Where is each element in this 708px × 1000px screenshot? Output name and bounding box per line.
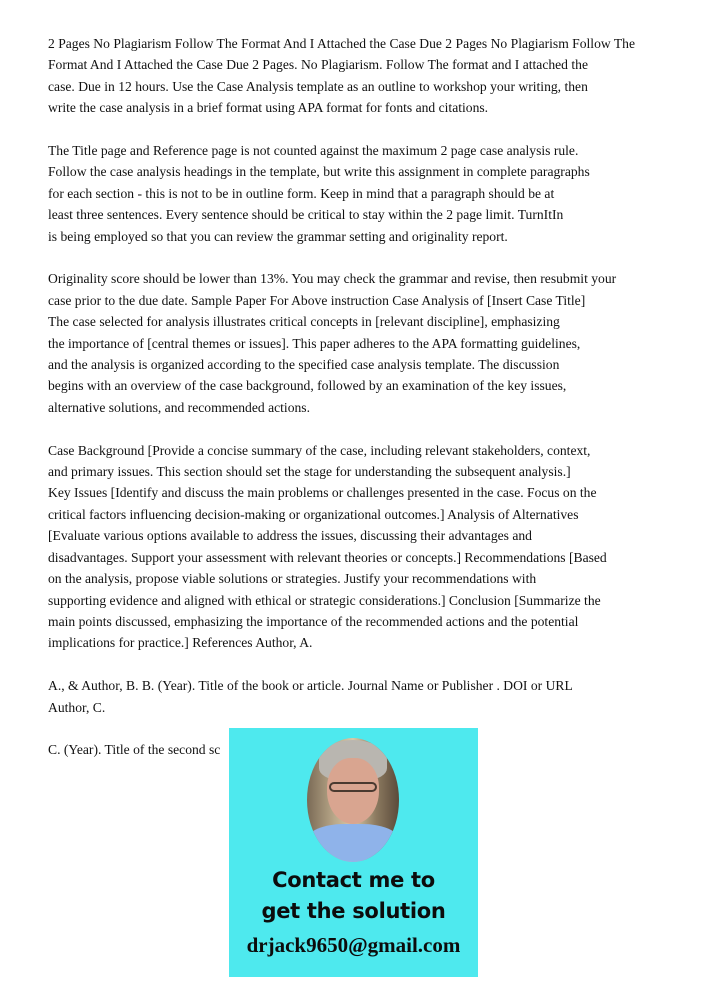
text-line: begins with an overview of the case background, followed by an examination of the key issues, [48, 378, 567, 394]
text-line: Case Background [Provide a concise summary of the case, including relevant stakeholders, context, [48, 442, 591, 458]
portrait-photo [307, 738, 399, 862]
paragraph-originality [48, 268, 688, 418]
text-line: alternative solutions, and recommended actions. [48, 399, 310, 415]
ad-headline-line1: Contact me to [272, 868, 435, 892]
text-line: The case selected for analysis illustrates critical concepts in [relevant discipline], emphasizing [48, 314, 560, 330]
text-line: Key Issues [Identify and discuss the main problems or challenges presented in the case. Focus on the [48, 485, 597, 501]
text-line: critical factors influencing decision-making or organizational outcomes.] Analysis of Alternatives [48, 506, 579, 522]
text-line: Author, C. [48, 699, 106, 715]
text-line: for each section - this is not to be in outline form. Keep in mind that a paragraph should be at [48, 185, 555, 201]
contact-ad-banner[interactable] [229, 728, 478, 977]
text-line: C. (Year). Title of the second sc [48, 742, 221, 758]
document-body [48, 33, 688, 782]
ad-contact-email[interactable]: drjack9650@gmail.com [246, 933, 461, 957]
paragraph-reference-1 [48, 675, 688, 718]
text-line: The Title page and Reference page is not counted against the maximum 2 page case analysis rule. [48, 143, 579, 159]
text-line: Originality score should be lower than 13%. You may check the grammar and revise, then resubmit your [48, 271, 617, 287]
text-line: on the analysis, propose viable solutions or strategies. Justify your recommendations with [48, 571, 537, 587]
text-line: the importance of [central themes or issues]. This paper adheres to the APA formatting guidelines, [48, 335, 581, 351]
text-line: and primary issues. This section should set the stage for understanding the subsequent analysis.] [48, 464, 571, 480]
text-line: least three sentences. Every sentence should be critical to stay within the 2 page limit. TurnItIn [48, 207, 564, 223]
text-line: supporting evidence and aligned with ethical or strategic considerations.] Conclusion [Summarize the [48, 592, 601, 608]
text-line: [Evaluate various options available to address the issues, discussing their advantages and [48, 528, 532, 544]
text-line: disadvantages. Support your assessment with relevant theories or concepts.] Recommendations [Based [48, 549, 607, 565]
text-line: Follow the case analysis headings in the template, but write this assignment in complete paragraphs [48, 164, 590, 180]
text-line: case. Due in 12 hours. Use the Case Analysis template as an outline to workshop your writing, then [48, 78, 588, 94]
text-line: A., & Author, B. B. (Year). Title of the book or article. Journal Name or Publisher . DOI or URL [48, 678, 573, 694]
paragraph-case-sections [48, 440, 688, 654]
paragraph-rules [48, 140, 688, 247]
text-line: Format And I Attached the Case Due 2 Pages. No Plagiarism. Follow The format and I attached the [48, 57, 588, 73]
ad-headline-line2: get the solution [261, 899, 446, 923]
text-line: write the case analysis in a brief format using APA format for fonts and citations. [48, 100, 489, 116]
text-line: is being employed so that you can review the grammar setting and originality report. [48, 228, 508, 244]
text-line: case prior to the due date. Sample Paper For Above instruction Case Analysis of [Insert Case Title] [48, 292, 586, 308]
text-line: implications for practice.] References Author, A. [48, 635, 313, 651]
paragraph-instructions [48, 33, 688, 119]
text-line: 2 Pages No Plagiarism Follow The Format And I Attached the Case Due 2 Pages No Plagiarism Follow The [48, 36, 635, 51]
text-line: main points discussed, emphasizing the importance of the recommended actions and the potential [48, 613, 579, 629]
text-line: and the analysis is organized according to the specified case analysis template. The discussion [48, 357, 560, 373]
